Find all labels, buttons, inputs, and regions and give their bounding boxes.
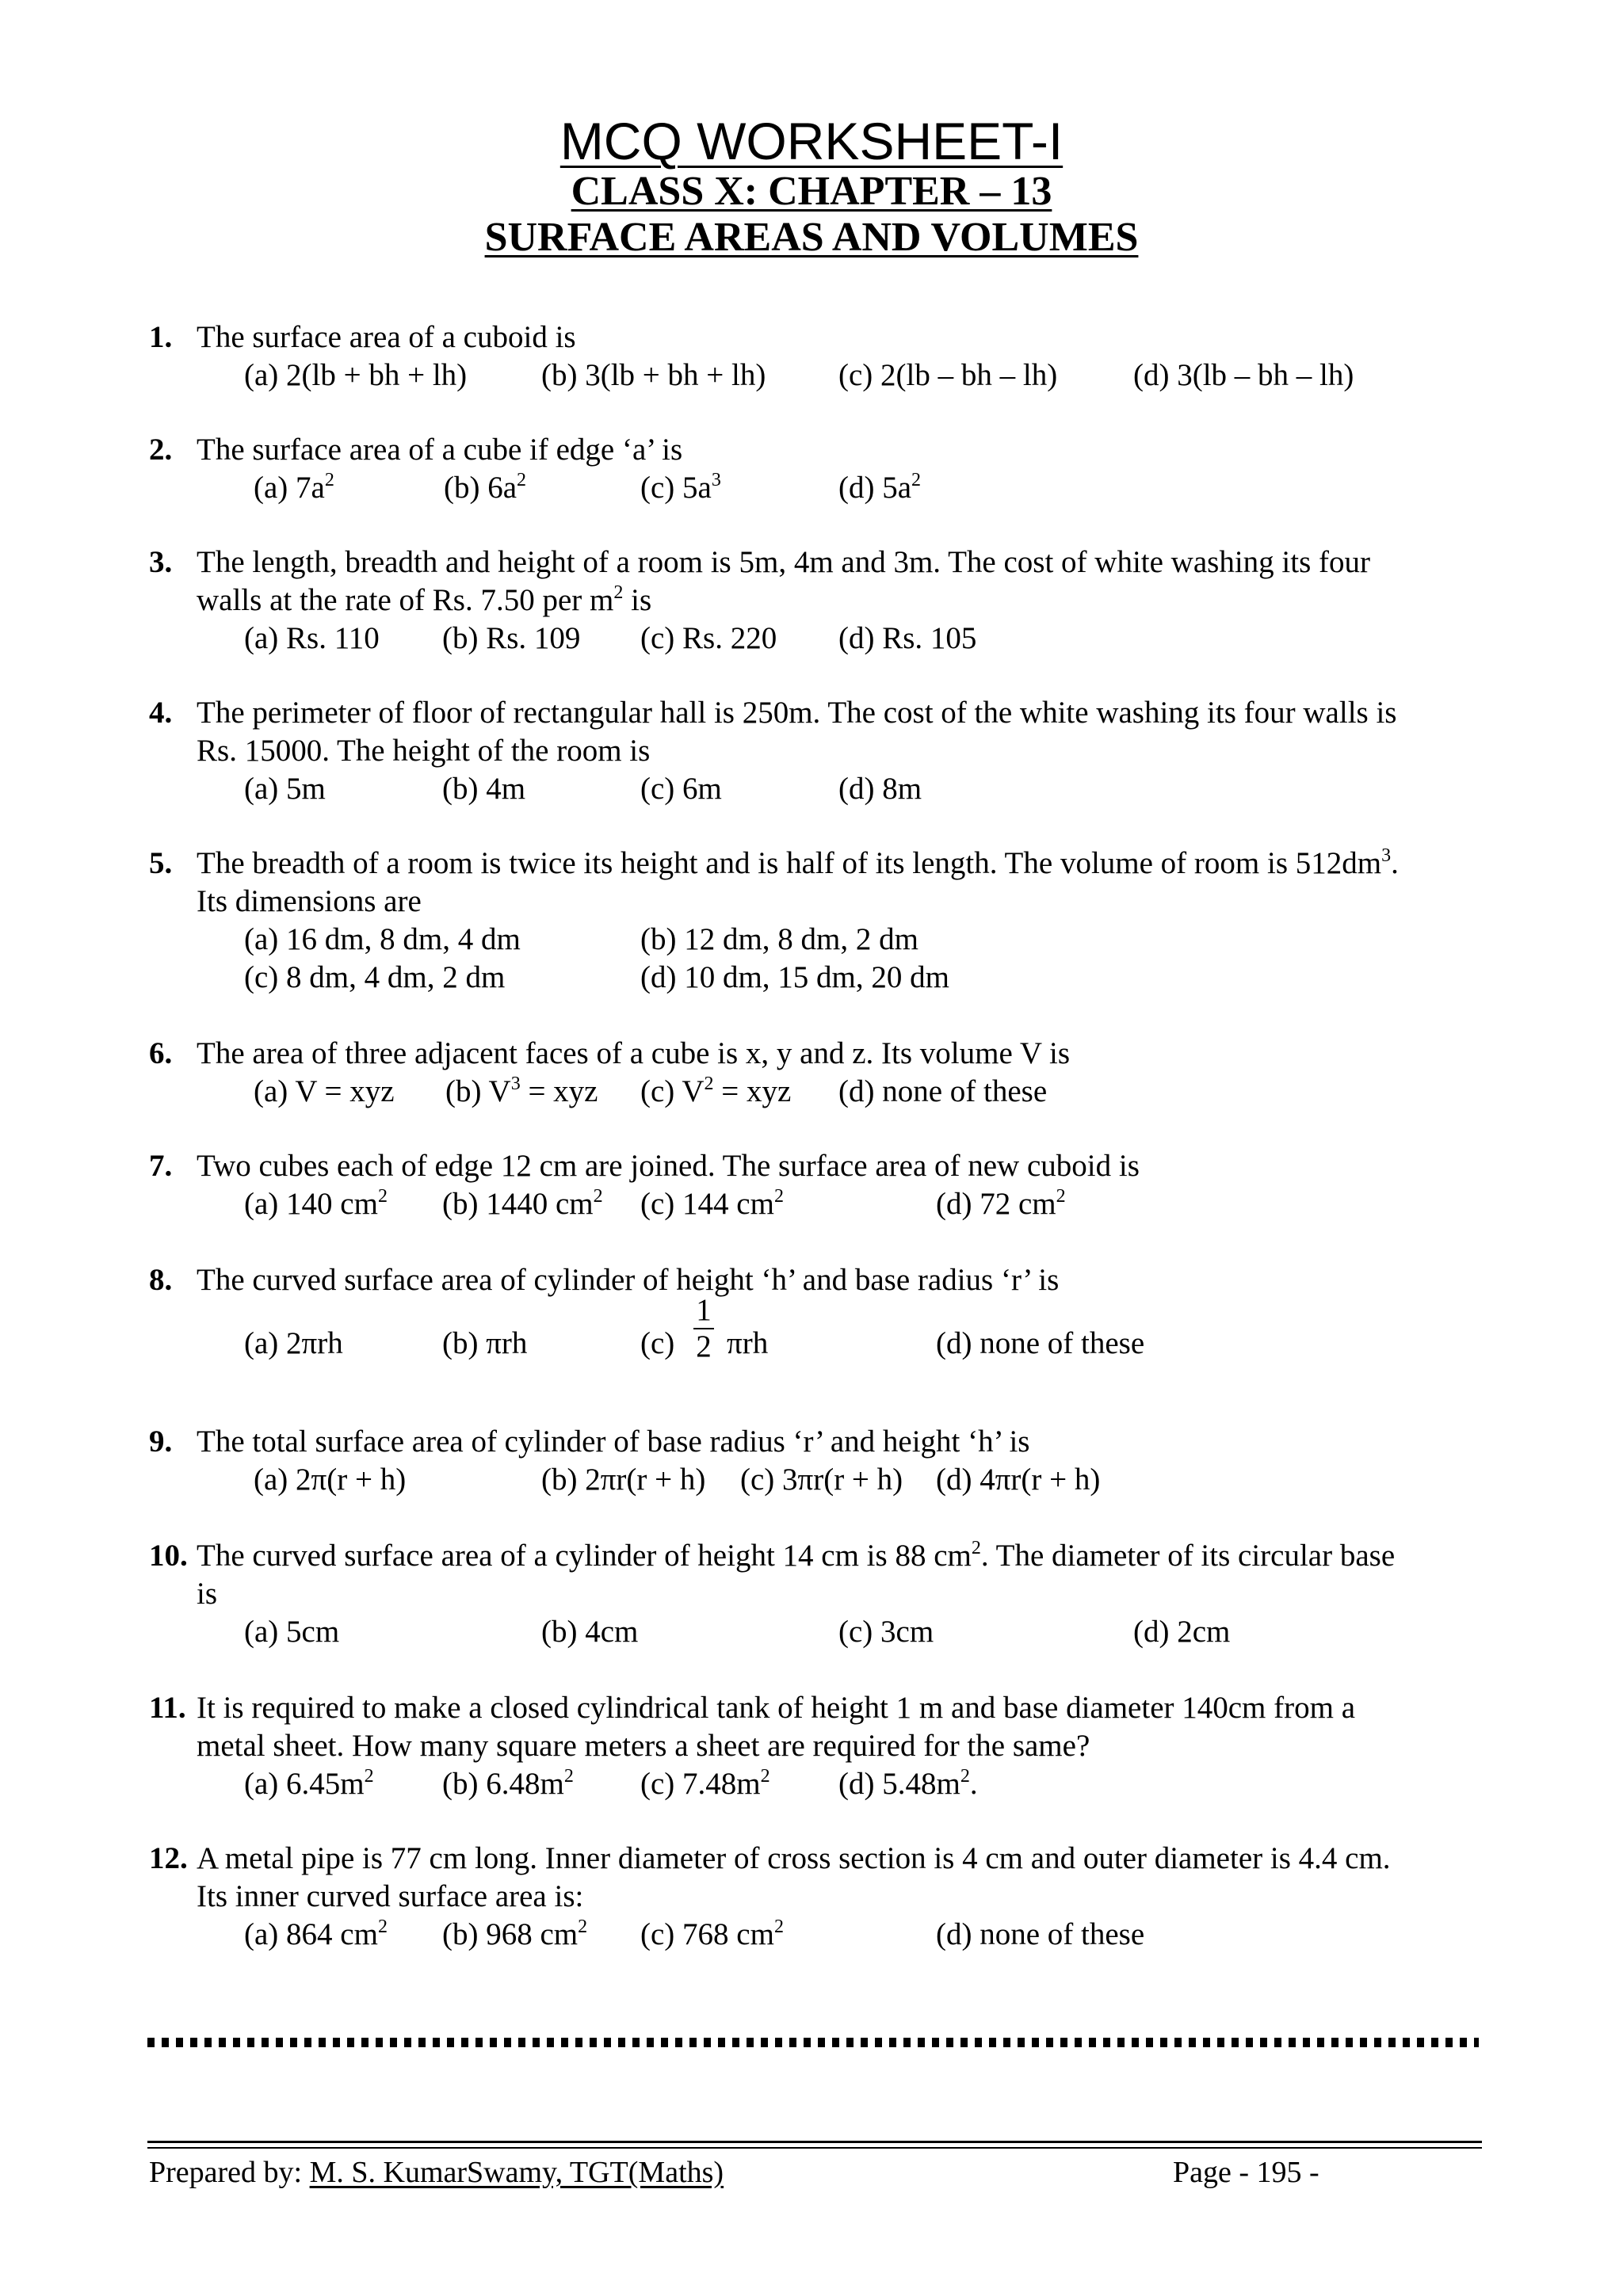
option-c: (c) 8 dm, 4 dm, 2 dm bbox=[244, 960, 506, 994]
question-number: 1. bbox=[149, 320, 173, 354]
options bbox=[244, 620, 1512, 658]
class-chapter-heading: CLASS X: CHAPTER – 13 bbox=[571, 169, 1052, 214]
options bbox=[244, 770, 1512, 808]
options bbox=[244, 959, 1512, 997]
dotted-separator bbox=[147, 2038, 1479, 2047]
option-a: (a) 5cm bbox=[244, 1615, 340, 1649]
option-a: (a) 140 $cm^2$ bbox=[244, 1186, 388, 1221]
question-text: The breadth of a room is twice its height and is half of its length. The volume of room is $512dm^3$. Its dimensions are bbox=[197, 845, 1399, 918]
question-text: The total surface area of cylinder of base radius ‘r’ and height ‘h’ is bbox=[197, 1425, 1030, 1459]
question-text: The curved surface area of a cylinder of height 14 cm is 88 $cm^2$. The diameter of its circular base is bbox=[197, 1538, 1396, 1611]
options bbox=[244, 357, 1512, 395]
fraction-one-half: 1 2 bbox=[692, 1293, 716, 1364]
question-number: 11. bbox=[149, 1691, 186, 1725]
option-d: (d) 2cm bbox=[1133, 1615, 1231, 1649]
option-d: (d) Rs. 105 bbox=[838, 621, 977, 655]
options bbox=[244, 1073, 1512, 1111]
question-number: 2. bbox=[149, 433, 173, 467]
question-number: 5. bbox=[149, 846, 173, 880]
option-c: (c) $5a^3$ bbox=[640, 470, 721, 505]
worksheet-title: MCQ WORKSHEET-I bbox=[559, 112, 1064, 170]
options bbox=[244, 1916, 1512, 1954]
question-number: 8. bbox=[149, 1263, 173, 1297]
question-text: A metal pipe is 77 cm long. Inner diameter of cross section is 4 cm and outer diameter is 4.4 cm. Its inner curved surface area is: bbox=[197, 1841, 1391, 1913]
option-c: (c) 3cm bbox=[838, 1615, 934, 1649]
question-text: The surface area of a cuboid is bbox=[197, 320, 576, 354]
question-text: The length, breadth and height of a room is 5m, 4m and 3m. The cost of white washing its four walls at the rate of Rs. 7.50 per $m^2$ is bbox=[197, 545, 1370, 617]
question-text: It is required to make a closed cylindrical tank of height 1 m and base diameter 140cm from a metal sheet. How many square meters a sheet are required for the same? bbox=[197, 1691, 1356, 1763]
footer-prepared-by bbox=[149, 2155, 724, 2190]
question-number: 3. bbox=[149, 545, 173, 579]
question-number: 6. bbox=[149, 1036, 173, 1070]
page-number: Page - 195 - bbox=[1173, 2156, 1319, 2189]
options bbox=[244, 921, 1512, 959]
question-text: The surface area of a cube if edge ‘a’ is bbox=[197, 433, 683, 467]
option-d: (d) 8m bbox=[838, 772, 922, 806]
prepared-label: Prepared by: bbox=[149, 2156, 310, 2189]
option-b: (b) 4cm bbox=[541, 1615, 639, 1649]
option-a: (a) 864 $cm^2$ bbox=[244, 1917, 388, 1951]
question-number: 12. bbox=[149, 1841, 188, 1875]
question-text: Two cubes each of edge 12 cm are joined. The surface area of new cuboid is bbox=[197, 1149, 1140, 1183]
option-b: (b) 12 dm, 8 dm, 2 dm bbox=[640, 922, 918, 956]
option-b: (b) 4m bbox=[442, 772, 526, 806]
options bbox=[244, 469, 1512, 507]
footer-rule bbox=[147, 2147, 1482, 2149]
option-a: (a) V = xyz bbox=[254, 1074, 395, 1108]
option-a: (a) Rs. 110 bbox=[244, 621, 380, 655]
option-b: (b) Rs. 109 bbox=[442, 621, 581, 655]
options bbox=[244, 1293, 1512, 1363]
option-d: (d) none of these bbox=[936, 1917, 1145, 1951]
question-number: 9. bbox=[149, 1425, 173, 1459]
option-a: (a) 2π(r + h) bbox=[254, 1463, 407, 1497]
option-c: (c) 144 $cm^2$ bbox=[640, 1186, 784, 1221]
option-a: (a) 5m bbox=[244, 772, 326, 806]
options bbox=[244, 1185, 1512, 1223]
option-d: (d) none of these bbox=[936, 1326, 1145, 1360]
option-b: (b) 968 $cm^2$ bbox=[442, 1917, 588, 1951]
footer-rule bbox=[147, 2141, 1482, 2143]
option-d: (d) 4πr(r + h) bbox=[936, 1463, 1101, 1497]
option-d: (d) $5a^2$ bbox=[838, 470, 922, 505]
option-d: (d) 10 dm, 15 dm, 20 dm bbox=[640, 960, 949, 994]
option-a: (a) 16 dm, 8 dm, 4 dm bbox=[244, 922, 521, 956]
question-number: 4. bbox=[149, 696, 173, 730]
option-a: (a) $6.45m^2$ bbox=[244, 1766, 374, 1801]
question-text: The area of three adjacent faces of a cube is x, y and z. Its volume V is bbox=[197, 1036, 1071, 1070]
option-a: (a) $7a^2$ bbox=[254, 470, 334, 505]
option-b: (b) 3(lb + bh + lh) bbox=[541, 358, 766, 392]
option-d: (d) 3(lb – bh – lh) bbox=[1133, 358, 1354, 392]
option-c: (c) 3πr(r + h) bbox=[740, 1463, 903, 1497]
option-c: (c) $V^2$ = xyz bbox=[640, 1074, 792, 1108]
option-b: (b) $6.48m^2$ bbox=[442, 1766, 574, 1801]
question-number: 7. bbox=[149, 1149, 173, 1183]
option-b: (b) πrh bbox=[442, 1326, 528, 1360]
question-number: 10. bbox=[149, 1539, 188, 1573]
option-c: (c) 768 $cm^2$ bbox=[640, 1917, 784, 1951]
option-b: (b) 1440 $cm^2$ bbox=[442, 1186, 603, 1221]
option-d: (d) 72 $cm^2$ bbox=[936, 1186, 1066, 1221]
option-c: (c) 2(lb – bh – lh) bbox=[838, 358, 1058, 392]
option-a: (a) 2(lb + bh + lh) bbox=[244, 358, 468, 392]
option-b: (b) $6a^2$ bbox=[444, 470, 527, 505]
question-text: The curved surface area of cylinder of height ‘h’ and base radius ‘r’ is bbox=[197, 1263, 1060, 1297]
author-name: M. S. KumarSwamy, TGT(Maths) bbox=[309, 2156, 724, 2189]
option-c: (c) $7.48m^2$ bbox=[640, 1766, 770, 1801]
option-b: (b) $V^3$ = xyz bbox=[445, 1074, 598, 1108]
option-d: (d) $5.48m^2$. bbox=[838, 1766, 978, 1801]
option-c: (c) 6m bbox=[640, 772, 722, 806]
option-c: (c) 1 2 πrh bbox=[640, 1293, 769, 1363]
option-a: (a) 2πrh bbox=[244, 1326, 343, 1360]
options bbox=[244, 1765, 1512, 1803]
options bbox=[244, 1613, 1512, 1651]
option-b: (b) 2πr(r + h) bbox=[541, 1463, 706, 1497]
topic-heading: SURFACE AREAS AND VOLUMES bbox=[484, 215, 1139, 260]
question-text: The perimeter of floor of rectangular hall is 250m. The cost of the white washing its four walls is Rs. 15000. The height of the room is bbox=[197, 696, 1397, 768]
option-d: (d) none of these bbox=[838, 1074, 1048, 1108]
option-c: (c) Rs. 220 bbox=[640, 621, 777, 655]
options bbox=[244, 1461, 1512, 1499]
